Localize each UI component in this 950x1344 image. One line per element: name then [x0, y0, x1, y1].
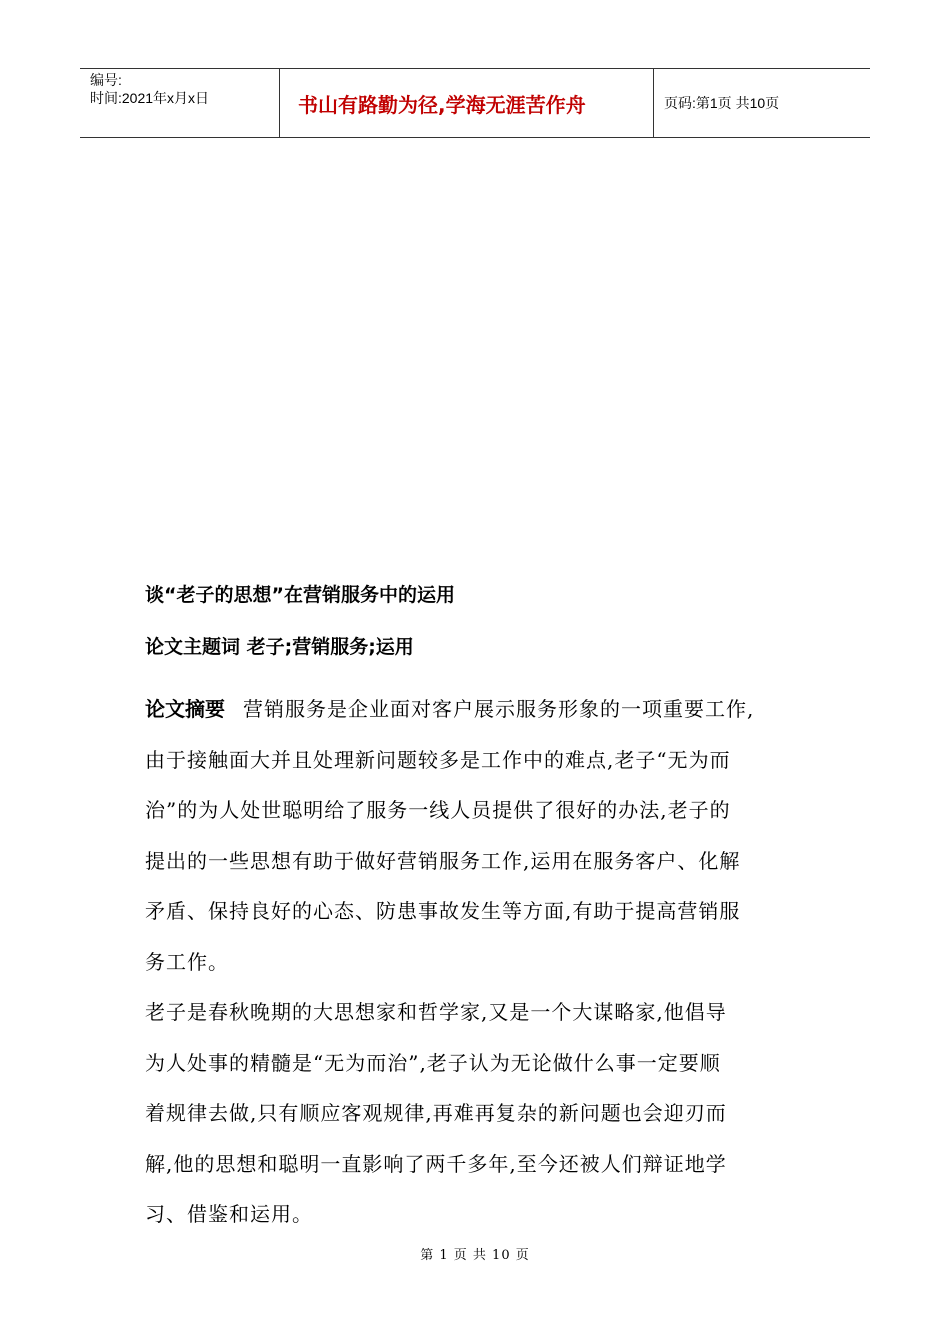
body-line: 为人处事的精髓是“无为而治”,老子认为无论做什么事一定要顺	[145, 1050, 721, 1075]
abstract-line: 提出的一些思想有助于做好营销服务工作,运用在服务客户、化解	[145, 848, 741, 873]
abstract-paragraph	[145, 684, 845, 987]
article-title: 谈“老子的思想”在营销服务中的运用	[145, 584, 455, 606]
header-meta	[80, 69, 280, 137]
body-line: 解,他的思想和聪明一直影响了两千多年,至今还被人们辩证地学	[145, 1151, 727, 1176]
body-paragraph	[145, 987, 845, 1240]
page-header	[80, 68, 870, 138]
page-footer: 第 1 页 共 10 页	[420, 1248, 530, 1263]
abstract-line: 由于接触面大并且处理新问题较多是工作中的难点,老子“无为而	[145, 747, 731, 772]
body-line: 着规律去做,只有顺应客观规律,再难再复杂的新问题也会迎刃而	[145, 1101, 727, 1125]
number-label: 编号:	[90, 72, 122, 88]
abstract-label: 论文摘要	[145, 697, 225, 721]
body-line: 老子是春秋晚期的大思想家和哲学家,又是一个大谋略家,他倡导	[145, 1000, 727, 1024]
abstract-line: 务工作。	[145, 949, 229, 974]
header-motto: 书山有路勤为径,学海无涯苦作舟	[280, 69, 654, 137]
time-label: 时间:2021年x月x日	[90, 90, 210, 106]
abstract-line: 治”的为人处世聪明给了服务一线人员提供了很好的办法,老子的	[145, 798, 731, 822]
article-keywords: 论文主题词 老子;营销服务;运用	[145, 636, 414, 658]
abstract-line: 论文摘要 营销服务是企业面对客户展示服务形象的一项重要工作,	[145, 697, 755, 721]
article-body	[145, 580, 845, 1240]
abstract-line: 矛盾、保持良好的心态、防患事故发生等方面,有助于提高营销服	[145, 899, 741, 923]
body-line: 习、借鉴和运用。	[145, 1202, 313, 1226]
header-page-info: 页码:第1页 共10页	[664, 95, 780, 111]
